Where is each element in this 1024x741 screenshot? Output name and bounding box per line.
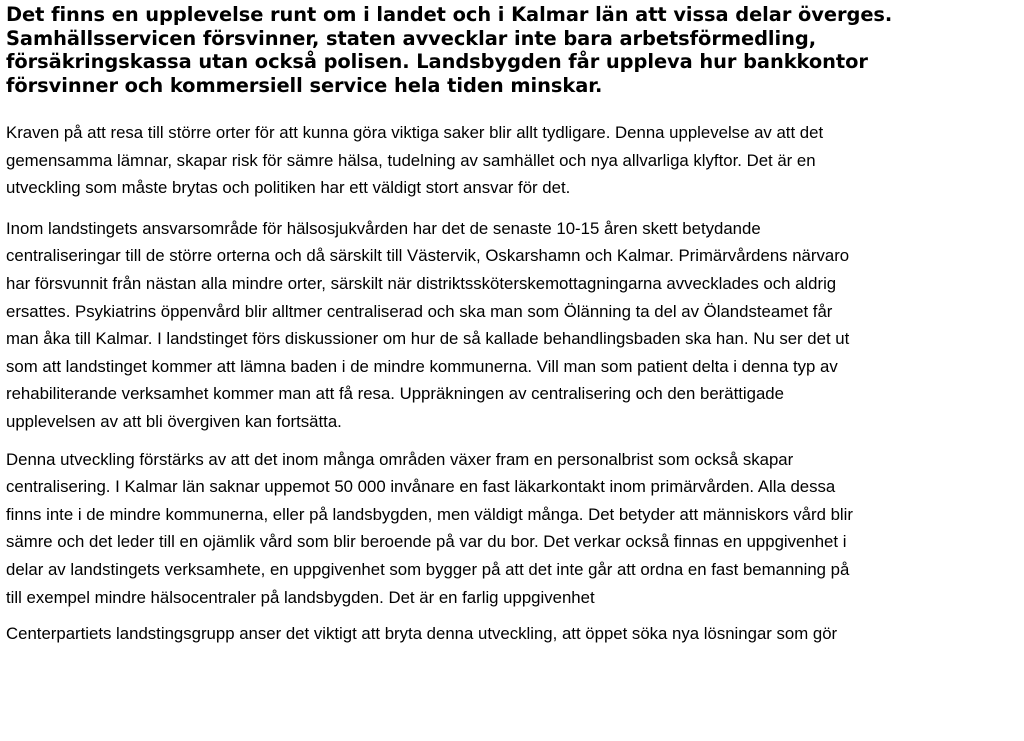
lead-line: försvinner och kommersiell service hela tiden minskar.: [6, 73, 603, 97]
text-line: ersattes. Psykiatrins öppenvård blir alltmer centraliserad och ska man som Ölänning ta del av Ölandsteamet får: [6, 301, 833, 321]
text-line: finns inte i de mindre kommunerna, eller på landsbygden, men väldigt många. Det betyder att människors vård blir: [6, 504, 853, 524]
text-line: Denna utveckling förstärks av att det inom många områden växer fram en personalbrist som också skapar: [6, 449, 794, 469]
text-line: till exempel mindre hälsocentraler på landsbygden. Det är en farlig uppgivenhet: [6, 587, 595, 607]
lead-paragraph: [6, 3, 1020, 97]
text-line: som att landstinget kommer att lämna baden i de mindre kommunerna. Vill man som patient delta i denna typ av: [6, 356, 838, 376]
text-line: rehabiliterande verksamhet kommer man att få resa. Uppräkningen av centralisering och den berättigade: [6, 384, 784, 404]
paragraph-3: [6, 446, 1020, 612]
text-line: man åka till Kalmar. I landstinget förs diskussioner om hur de så kallade behandlingsbaden ska han. Nu ser det ut: [6, 329, 850, 349]
text-line: sämre och det leder till en ojämlik vård som blir beroende på var du bor. Det verkar också finnas en uppgivenhet i: [6, 532, 847, 552]
text-line: centraliseringar till de större orterna och då särskilt till Västervik, Oskarshamn och Kalmar. Primärvårdens närvaro: [6, 246, 850, 266]
lead-line: Samhällsservicen försvinner, staten avvecklar inte bara arbetsförmedling,: [6, 26, 817, 50]
paragraph-2: [6, 215, 1020, 436]
document-page: [6, 0, 1020, 741]
text-line: delar av landstingets verksamhete, en uppgivenhet som bygger på att det inte går att ordna en fast bemanning på: [6, 559, 850, 579]
text-line: har försvunnit från nästan alla mindre orter, särskilt när distriktssköterskemottagningarna avvecklades och aldrig: [6, 273, 837, 293]
text-line: Inom landstingets ansvarsområde för hälsosjukvården har det de senaste 10-15 åren skett betydande: [6, 218, 761, 238]
text-line: Centerpartiets landstingsgrupp anser det viktigt att bryta denna utveckling, att öppet söka nya lösningar som gör: [6, 624, 838, 644]
text-line: upplevelsen av att bli övergiven kan fortsätta.: [6, 411, 342, 431]
paragraph-1: [6, 119, 1020, 202]
text-line: centralisering. I Kalmar län saknar uppemot 50 000 invånare en fast läkarkontakt inom primärvården. Alla dessa: [6, 477, 836, 497]
lead-line: Det finns en upplevelse runt om i landet och i Kalmar län att vissa delar överges.: [6, 3, 893, 26]
text-line: gemensamma lämnar, skapar risk för sämre hälsa, tudelning av samhället och nya allvarliga klyftor. Det är en: [6, 150, 816, 170]
text-line: Kraven på att resa till större orter för att kunna göra viktiga saker blir allt tydligare. Denna upplevelse av att det: [6, 123, 824, 142]
paragraph-4: [6, 620, 1020, 648]
text-line: utveckling som måste brytas och politiken har ett väldigt stort ansvar för det.: [6, 178, 571, 198]
lead-line: försäkringskassa utan också polisen. Landsbygden får uppleva hur bankkontor: [6, 50, 868, 73]
